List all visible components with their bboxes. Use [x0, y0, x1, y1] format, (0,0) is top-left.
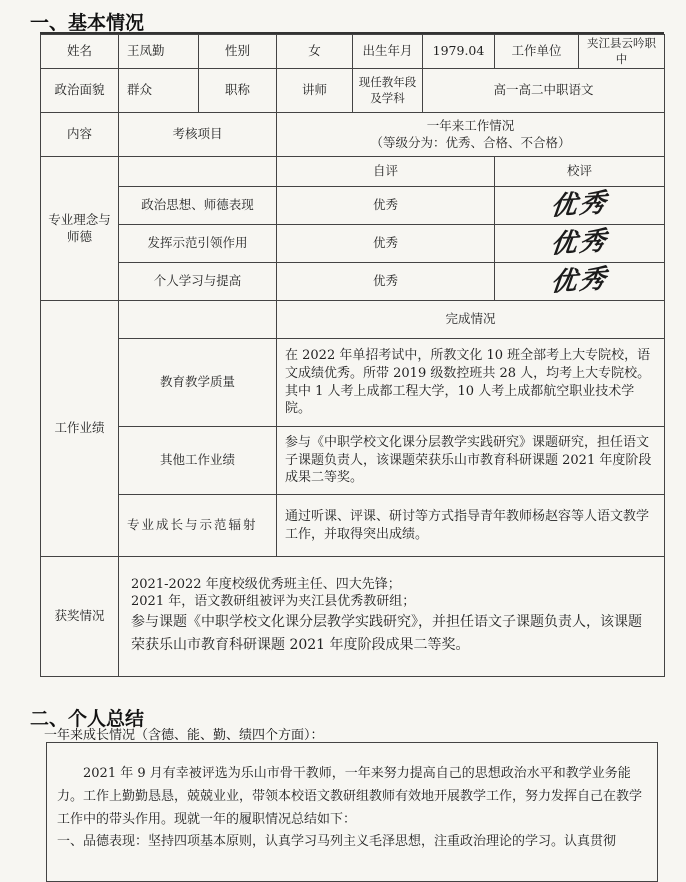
- school-eval-handwritten: 优秀: [549, 226, 610, 260]
- work-header-title: 一年来工作情况: [426, 117, 515, 133]
- work-detail: 通过听课、评课、研讨等方式指导青年教师杨赵容等人语文教学工作，并取得突出成绩。: [277, 495, 665, 557]
- work-header: [277, 113, 665, 157]
- award-line: 2021-2022 年度校级优秀班主任、四大先锋；: [131, 576, 401, 592]
- work-item: 其他工作业绩: [119, 427, 277, 495]
- section-title-summary: 二、个人总结: [30, 708, 145, 730]
- unit-value: 夹江县云吟职中: [579, 35, 665, 69]
- unit-label: 工作单位: [495, 35, 579, 69]
- table-row: [41, 187, 665, 225]
- political-label: 政治面貌: [41, 69, 119, 113]
- award-line: 参与课题《中职学校文化课分层教学实践研究》，并担任语文子课题负责人，该课题荣获乐山市教育科研课题 2021 年度阶段成果二等奖。: [131, 613, 642, 654]
- growth-label: 一年来成长情况（含德、能、勤、绩四个方面）：: [44, 728, 324, 743]
- ethics-item: 发挥示范引领作用: [119, 225, 277, 263]
- item-header: 考核项目: [119, 113, 277, 157]
- gender-value: 女: [277, 35, 353, 69]
- birth-value: 1979.04: [423, 35, 495, 69]
- school-eval-handwritten: 优秀: [549, 264, 610, 298]
- school-eval-handwritten: 优秀: [549, 188, 610, 222]
- summary-paragraph: 一、品德表现：坚持四项基本原则，认真学习马列主义毛泽思想，注重政治理论的学习。认真贯彻: [57, 834, 617, 850]
- work-header-subtitle: （等级分为：优秀、合格、不合格）: [370, 134, 571, 150]
- gender-label: 性别: [199, 35, 277, 69]
- ethics-category: 专业理念与师德: [41, 157, 119, 301]
- completion-header: 完成情况: [277, 301, 665, 339]
- work-detail: 参与《中职学校文化课分层教学实践研究》课题研究，担任语文子课题负责人，该课题荣获乐山市教育科研课题 2021 年度阶段成果二等奖。: [277, 427, 665, 495]
- teaching-label: 现任教年段及学科: [353, 69, 423, 113]
- title-label: 职称: [199, 69, 277, 113]
- ethics-item: 政治思想、师德表现: [119, 187, 277, 225]
- birth-label: 出生年月: [353, 35, 423, 69]
- work-item: 教育教学质量: [119, 339, 277, 427]
- work-detail: 在 2022 年单招考试中，所教文化 10 班全部考上大专院校，语文成绩优秀。所带 2019 级数控班共 28 人，均考上大专院校。其中 1 人考上成都工程大学，10 人考上成都航空职业技术学院。: [277, 339, 665, 427]
- teaching-value: 高一高二中职语文: [423, 69, 665, 113]
- table-row: [41, 427, 665, 495]
- awards-detail: [119, 557, 665, 677]
- name-value: 王凤勤: [119, 35, 199, 69]
- name-label: 姓名: [41, 35, 119, 69]
- basic-info-table: [40, 34, 665, 677]
- section-title-basic: 一、基本情况: [30, 12, 145, 34]
- table-row: [41, 263, 665, 301]
- table-row: [41, 495, 665, 557]
- ethics-self: 优秀: [277, 187, 495, 225]
- title-value: 讲师: [277, 69, 353, 113]
- school-eval-header: 校评: [495, 157, 665, 187]
- awards-category: 获奖情况: [41, 557, 119, 677]
- self-eval-header: 自评: [277, 157, 495, 187]
- table-row: [41, 225, 665, 263]
- ethics-item: 个人学习与提高: [119, 263, 277, 301]
- work-category: 工作业绩: [41, 301, 119, 557]
- political-value: 群众: [119, 69, 199, 113]
- summary-paragraph: 2021 年 9 月有幸被评选为乐山市骨干教师，一年来努力提高自己的思想政治水平和教学业务能力。工作上勤勤恳恳，兢兢业业，带领本校语文教研组教师有效地开展教学工作，努力发挥自己在教学工作中的带头作用。现就一年的履职情况总结如下：: [57, 766, 643, 827]
- ethics-self: 优秀: [277, 225, 495, 263]
- table-row: [41, 339, 665, 427]
- award-line: 2021 年，语文教研组被评为夹江县优秀教研组；: [131, 594, 416, 610]
- work-item: 专业成长与示范辐射: [119, 495, 277, 557]
- summary-box: [46, 742, 658, 882]
- ethics-self: 优秀: [277, 263, 495, 301]
- content-header: 内容: [41, 113, 119, 157]
